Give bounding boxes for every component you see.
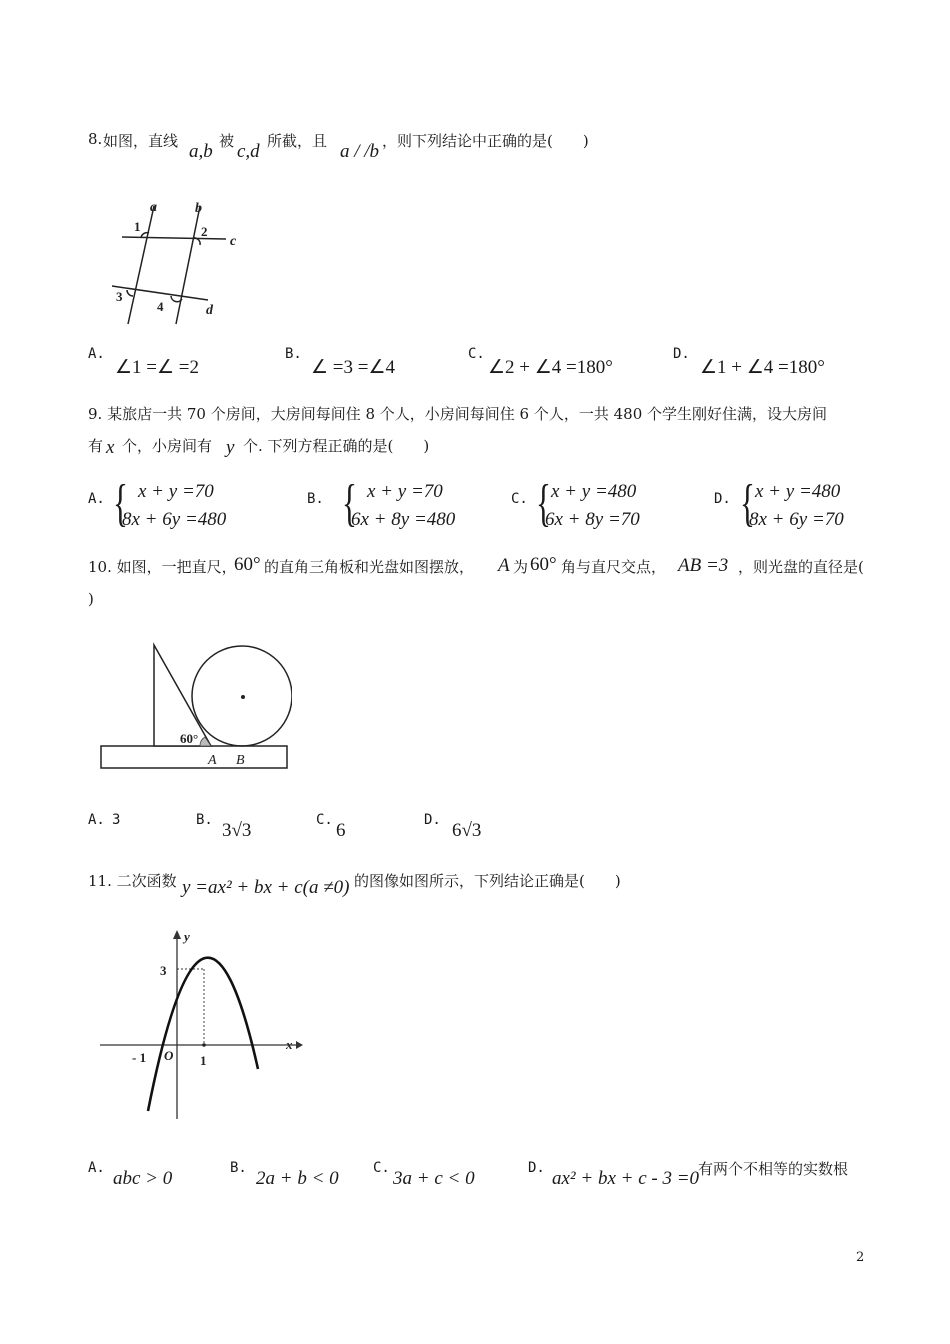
q9-option-a[interactable]: [122, 478, 226, 534]
q9-option-d-label[interactable]: D.: [714, 491, 731, 507]
q9-option-b-label[interactable]: B.: [307, 491, 324, 507]
disc-center: [241, 695, 245, 699]
q10-option-b-label[interactable]: B.: [196, 812, 213, 828]
line-b: [176, 206, 200, 324]
q9-text-pre2: 有: [88, 437, 104, 455]
q8-text-mid2: 所截，且: [267, 132, 328, 150]
q10-option-b[interactable]: 3√3: [222, 820, 252, 841]
q11-option-a-label[interactable]: A.: [88, 1160, 105, 1176]
q9-option-b-eq1: x + y =70: [367, 481, 443, 502]
label-1: 1: [134, 219, 141, 234]
label-neg1: - 1: [132, 1050, 147, 1065]
q8-option-c-label[interactable]: C.: [468, 346, 485, 362]
q9-option-c-eq2: 6x + 8y =70: [545, 509, 640, 530]
label-2: 2: [201, 224, 208, 239]
q8-option-c[interactable]: ∠2 + ∠4 =180°: [488, 357, 613, 378]
q10-text-5: ): [88, 590, 94, 608]
q10-text-3: 角与直尺交点，: [561, 558, 667, 576]
q9-text-post2: 个. 下列方程正确的是( ): [243, 437, 430, 455]
label-a: a: [150, 200, 157, 215]
q9-option-b-brace: {: [342, 475, 357, 532]
q11-option-b-label[interactable]: B.: [230, 1160, 247, 1176]
x-axis-arrow: [296, 1041, 303, 1049]
line-d: [112, 286, 208, 300]
q8-math-cd: c,d: [237, 141, 260, 162]
q10-option-a-label[interactable]: A.: [88, 812, 105, 828]
q8-math-parallel: a / /b: [340, 141, 380, 162]
q9-option-a-eq1: x + y =70: [138, 481, 214, 502]
q11-option-d[interactable]: ax² + bx + c - 3 =0: [552, 1168, 700, 1189]
q10-option-c-label[interactable]: C.: [316, 812, 333, 828]
q8-number: 8.: [88, 130, 103, 148]
label-x: x: [286, 1037, 293, 1052]
q10-text-4: ，则光盘的直径是(: [738, 558, 864, 576]
q11-math-func: y =ax² + bx + c(a ≠0): [182, 877, 350, 898]
q11-text-post: 的图像如图所示，下列结论正确是( ): [354, 872, 621, 890]
q8-option-a-label[interactable]: A.: [88, 346, 105, 362]
q9-option-c-brace: {: [536, 475, 551, 532]
q10-figure: [98, 642, 292, 772]
y-axis-arrow: [173, 930, 181, 939]
label-d: d: [206, 303, 213, 318]
line-c: [122, 237, 226, 239]
q9-option-a-brace: {: [113, 475, 128, 532]
q11-option-a[interactable]: abc > 0: [113, 1168, 173, 1189]
q9-option-d-eq1: x + y =480: [755, 481, 841, 502]
q9-line1: 9. 某旅店一共 70 个房间，大房间每间住 8 个人，小房间每间住 6 个人，一共 480 个学生刚好住满，设大房间: [88, 405, 828, 423]
q11-figure: [96, 925, 306, 1121]
q11-option-b[interactable]: 2a + b < 0: [256, 1168, 339, 1189]
label-1: 1: [200, 1053, 207, 1068]
q9-option-c-label[interactable]: C.: [511, 491, 528, 507]
q10-math-deg1: 60°: [234, 554, 261, 575]
parabola: [148, 958, 258, 1111]
q10-math-ab: AB =3: [678, 555, 729, 576]
q9-option-a-eq2: 8x + 6y =480: [122, 509, 227, 530]
q10-option-d-label[interactable]: D.: [424, 812, 441, 828]
label-B: B: [236, 753, 245, 768]
q10-math-deg2: 60°: [530, 554, 557, 575]
line-a: [128, 206, 154, 324]
q8-text-pre: 如图，直线: [103, 132, 179, 150]
q9-math-x: x: [106, 437, 115, 458]
q10-option-d[interactable]: 6√3: [452, 820, 482, 841]
q11-option-c[interactable]: 3a + c < 0: [393, 1168, 475, 1189]
label-O: O: [164, 1048, 174, 1063]
q9-option-c-eq1: x + y =480: [551, 481, 637, 502]
q9-math-y: y: [226, 437, 235, 458]
q11-option-d-label[interactable]: D.: [528, 1160, 545, 1176]
q9-option-d-eq2: 8x + 6y =70: [749, 509, 844, 530]
q9-option-a-label[interactable]: A.: [88, 491, 105, 507]
label-4: 4: [157, 299, 164, 314]
q8-option-d-label[interactable]: D.: [673, 346, 690, 362]
q9-option-b-eq2: 6x + 8y =480: [351, 509, 456, 530]
label-y: y: [184, 929, 190, 944]
q10-option-c[interactable]: 6: [336, 820, 346, 841]
q8-option-b[interactable]: ∠ =3 =∠4: [311, 357, 395, 378]
label-A: A: [208, 753, 217, 768]
q8-math-ab: a,b: [189, 141, 213, 162]
label-3: 3: [160, 963, 167, 978]
q9-option-d-brace: {: [740, 475, 755, 532]
q8-option-b-label[interactable]: B.: [285, 346, 302, 362]
label-3: 3: [116, 289, 123, 304]
q11-option-c-label[interactable]: C.: [373, 1160, 390, 1176]
angle-3-arc: [127, 290, 133, 296]
label-c: c: [230, 234, 237, 249]
q11-text-num: 11. 二次函数: [88, 872, 177, 890]
label-60: 60°: [180, 731, 199, 746]
q10-text-num: 10. 如图，一把直尺，: [88, 558, 237, 576]
q9-text-mid2: 个，小房间有: [122, 437, 213, 455]
label-b: b: [195, 201, 202, 216]
q8-text-mid: 被: [219, 132, 235, 150]
tick-1: [202, 1043, 206, 1047]
q9-option-b[interactable]: [351, 478, 455, 534]
q10-text-2: 为: [513, 558, 529, 576]
q10-math-A: A: [498, 555, 510, 576]
q8-figure: [108, 196, 258, 328]
q10-option-a[interactable]: 3: [112, 812, 121, 828]
page-number: 2: [856, 1250, 865, 1265]
q10-text-1: 的直角三角板和光盘如图摆放，: [264, 558, 475, 576]
q9-option-d[interactable]: [749, 478, 844, 534]
q11-option-d-tail: 有两个不相等的实数根: [698, 1160, 849, 1178]
q8-option-a[interactable]: ∠1 =∠ =2: [115, 357, 199, 378]
q9-option-c[interactable]: [545, 478, 640, 534]
q8-option-d[interactable]: ∠1 + ∠4 =180°: [700, 357, 825, 378]
angle-4-arc: [171, 296, 182, 302]
ruler: [101, 746, 287, 768]
q8-text-post: ，则下列结论中正确的是( ): [382, 132, 589, 150]
